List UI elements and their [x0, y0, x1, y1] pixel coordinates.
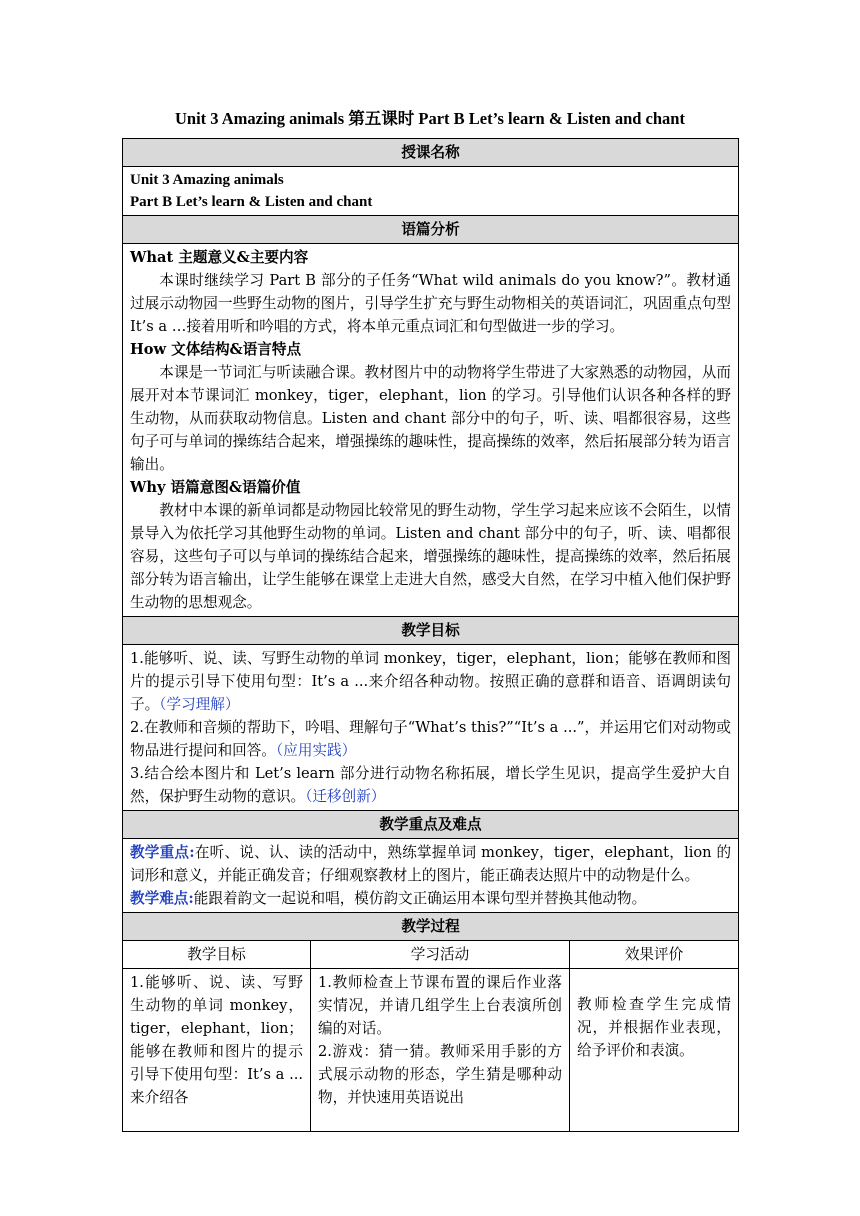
course-name-line-1: Unit 3 Amazing animals	[130, 172, 284, 188]
what-body: 本课时继续学习 Part B 部分的子任务“What wild animals do you know?”。教材通过展示动物园一些野生动物的图片，引导学生扩充与野生动物相关的英语词汇，巩固重点句型 It’s a …接着用听和吟唱的方式，将本单元重点词汇和句型做进一步的学习。	[130, 272, 732, 335]
column-header-evaluation: 效果评价	[570, 941, 739, 969]
objective-item: 1.能够听、说、读、写野生动物的单词 monkey，tiger，elephant，lion；能够在教师和图片的提示引导下使用句型：It’s a ...来介绍各种动物。按照正确的意群和语音、语调朗读句子。（学习理解）	[130, 650, 732, 713]
how-body: 本课是一节词汇与听读融合课。教材图片中的动物将学生带进了大家熟悉的动物园，从而展开对本节课词汇 monkey，tiger，elephant，lion 的学习。引导他们认识各种各样的野生动物，从而获取动物信息。Listen and chant 部分中的句子，听、读、唱都很容易，这些句子可与单词的操练结合起来，增强操练的趣味性，提高操练的效率，然后拓展部分转为语言输出。	[130, 364, 732, 473]
course-name-line-2: Part B Let’s learn & Listen and chant	[130, 194, 373, 210]
teaching-focus: 教学重点:在听、说、认、读的活动中，熟练掌握单词 monkey，tiger，elephant，lion 的词形和意义，并能正确发音；仔细观察教材上的图片，能正确表达照片中的动物是什么。	[130, 844, 732, 884]
objectives-heading: 教学目标	[123, 617, 739, 645]
lesson-plan-table	[122, 138, 739, 1132]
process-heading: 教学过程	[123, 913, 739, 941]
text-analysis-cell	[123, 244, 739, 617]
text-analysis-heading: 语篇分析	[123, 216, 739, 244]
objective-tag: （迁移创新）	[305, 788, 386, 805]
activity-2: 2.游戏：猜一猜。教师采用手影的方式展示动物的形态，学生猜是哪种动物，并快速用英语说出	[318, 1043, 562, 1106]
evaluation-cell: 教师检查学生完成情况，并根据作业表现，给予评价和表演。	[570, 969, 739, 1132]
key-points-heading: 教学重点及难点	[123, 811, 739, 839]
activity-1: 1.教师检查上节课布置的课后作业落实情况，并请几组学生上台表演所创编的对话。	[318, 974, 562, 1037]
objectives-cell	[123, 645, 739, 811]
course-name-heading: 授课名称	[123, 139, 739, 167]
how-title: How 文体结构&语言特点	[130, 341, 302, 358]
focus-label: 教学重点:	[130, 844, 195, 861]
what-title: What 主题意义&主要内容	[130, 249, 309, 266]
document-title: Unit 3 Amazing animals 第五课时 Part B Let’s learn & Listen and chant	[175, 109, 685, 128]
activity-cell	[311, 969, 570, 1132]
objective-tag: （应用实践）	[275, 742, 357, 759]
column-header-activity: 学习活动	[311, 941, 570, 969]
why-title: Why 语篇意图&语篇价值	[130, 479, 301, 496]
objective-tag: （学习理解）	[159, 696, 240, 713]
table-row	[123, 969, 739, 1132]
teaching-difficulty: 教学难点:能跟着韵文一起说和唱，模仿韵文正确运用本课句型并替换其他动物。	[130, 890, 647, 907]
difficulty-label: 教学难点:	[130, 890, 194, 907]
objective-item: 2.在教师和音频的帮助下，吟唱、理解句子“What’s this?”“It’s a ...”，并运用它们对动物或物品进行提问和回答。（应用实践）	[130, 719, 732, 759]
goal-cell: 1.能够听、说、读、写野生动物的单词 monkey，tiger，elephant，lion；能够在教师和图片的提示引导下使用句型：It’s a ...来介绍各	[123, 969, 311, 1132]
course-name-cell	[123, 167, 739, 216]
key-points-cell	[123, 839, 739, 913]
why-body: 教材中本课的新单词都是动物园比较常见的野生动物，学生学习起来应该不会陌生，以情景导入为依托学习其他野生动物的单词。Listen and chant 部分中的句子，听、读、唱都很容易，这些句子可以与单词的操练结合起来，增强操练的趣味性，提高操练的效率，然后拓展部分转为语言输出，让学生能够在课堂上走进大自然，感受大自然，在学习中植入他们保护野生动物的思想观念。	[130, 502, 732, 611]
column-header-goal: 教学目标	[123, 941, 311, 969]
objective-item: 3.结合绘本图片和 Let’s learn 部分进行动物名称拓展，增长学生见识，提高学生爱护大自然，保护野生动物的意识。（迁移创新）	[130, 765, 732, 805]
